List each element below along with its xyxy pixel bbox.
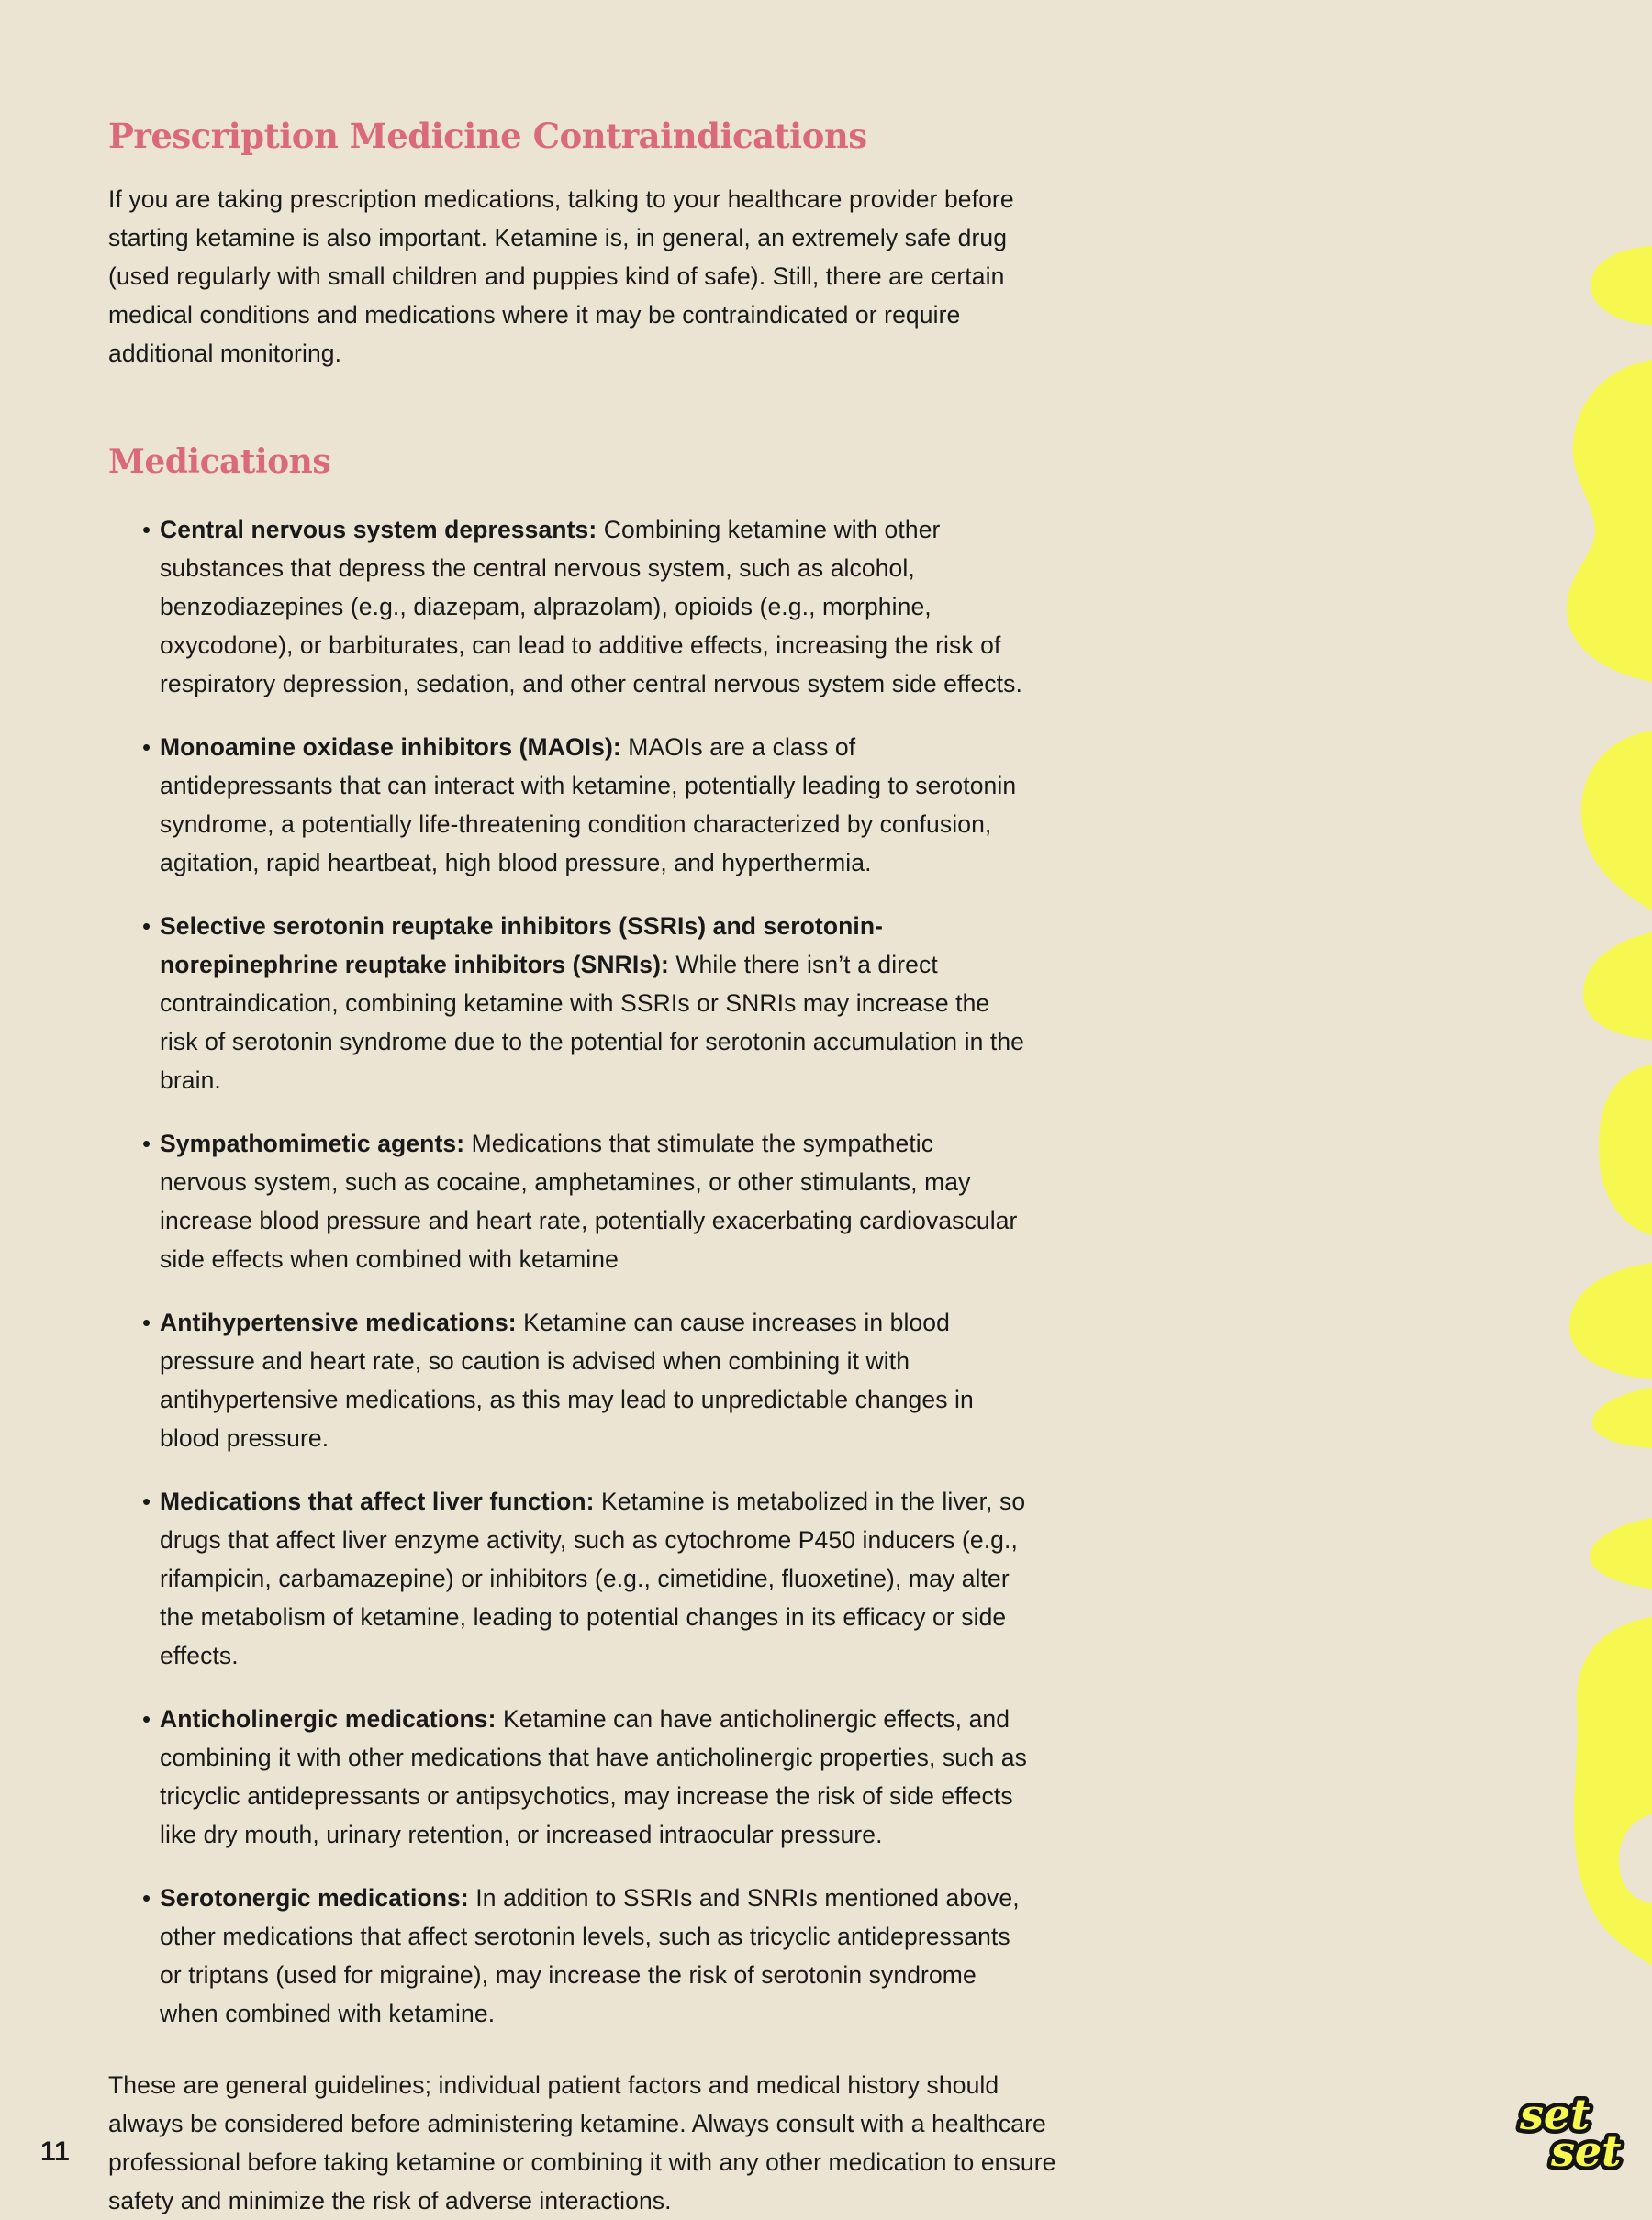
bullet-lead: Serotonergic medications: [160,1883,469,1912]
bullet-lead: Monoamine oxidase inhibitors (MAOIs): [160,732,621,761]
bullet-lead: Selective serotonin reuptake inhibitors (SSRIs) and serotonin-norepinephrine reuptake inhibitors (SNRIs): [160,911,884,978]
bullet-text: MAOIs are a class of antidepressants that can interact with ketamine, potentially leading to serotonin syndrome, a potentially life-threatening condition characterized by confusion, agitation, rapid heartbeat, high blood pressure, and hyperthermia. [160,732,1017,876]
bullet-text: In addition to SSRIs and SNRIs mentioned above, other medications that affect serotonin levels, such as tricyclic antidepressants or triptans (used for migraine), may increase the risk of serotonin syndrome when combined with ketamine. [160,1883,1020,2027]
bullet-text: Ketamine can cause increases in blood pressure and heart rate, so caution is advised when combining it with antihypertensive medications, as this may lead to unpredictable changes in blood pressure. [160,1308,974,1452]
contraindications-paragraph: If you are taking prescription medications, talking to your healthcare provider before starting ketamine is also important. Ketamine is, in general, an extremely safe drug (used regularly with small children and puppies kind of safe). Still, there are certain medical conditions and medications where it may be contraindicated or require additional monitoring. [108,185,1014,368]
medication-bullet-item [142,1124,1027,1278]
bullet-text: Combining ketamine with other substances that depress the central nervous system, such as alcohol, benzodiazepines (e.g., diazepam, alprazolam), opioids (e.g., morphine, oxycodone), or barbiturates, can lead to additive effects, increasing the risk of respiratory depression, sedation, and other central nervous system side effects. [160,515,1022,697]
bullet-text: Ketamine can have anticholinergic effects, and combining it with other medications that have anticholinergic properties, such as tricyclic antidepressants or antipsychotics, may increase the risk of side effects like dry mouth, urinary retention, or increased intraocular pressure. [160,1704,1027,1848]
logo-text-line1: set [1520,2090,1591,2139]
logo-text-line2: set [1551,2126,1622,2176]
bullet-text: Ketamine is metabolized in the liver, so drugs that affect liver enzyme activity, such as cytochrome P450 inducers (e.g., rifampicin, carbamazepine) or inhibitors (e.g., cimetidine, fluoxetine), may alter the metabolism of ketamine, leading to potential changes in its efficacy or side effects. [160,1487,1026,1669]
medication-bullet-item [142,1700,1027,1854]
medications-list [108,510,1063,2033]
medication-bullet-item [142,1879,1027,2033]
yellow-blob-decoration [1546,0,1652,2203]
medication-bullet-item [142,1303,1027,1457]
bullet-text: While there isn’t a direct contraindication, combining ketamine with SSRIs or SNRIs may increase the risk of serotonin syndrome due to the potential for serotonin accumulation in the brain. [160,950,1025,1094]
bullet-lead: Anticholinergic medications: [160,1704,497,1733]
bullet-lead: Antihypertensive medications: [160,1308,517,1336]
page-number: 11 [40,2136,70,2167]
bullet-lead: Sympathomimetic agents: [160,1129,465,1157]
medication-bullet-item [142,907,1027,1099]
closing-paragraph: These are general guidelines; individual patient factors and medical history should always be considered before administering ketamine. Always consult with a healthcare professional before taking ketamine or combining it with any other medication to ensure safety and minimize the risk of adverse interactions. [108,2070,1056,2214]
page-content [108,116,1063,2220]
bullet-lead: Medications that affect liver function: [160,1487,595,1515]
medication-bullet-item [142,510,1027,703]
medication-bullet-item [142,1482,1027,1675]
medications-heading: Medications [108,442,331,482]
contraindications-heading: Prescription Medicine Contraindications [108,116,867,156]
bullet-text: Medications that stimulate the sympathetic nervous system, such as cocaine, amphetamines, or other stimulants, may increase blood pressure and heart rate, potentially exacerbating cardiovascular side effects when combined with ketamine [160,1129,1018,1273]
bullet-lead: Central nervous system depressants: [160,515,597,543]
medication-bullet-item [142,728,1027,882]
setset-logo [1503,2081,1650,2192]
